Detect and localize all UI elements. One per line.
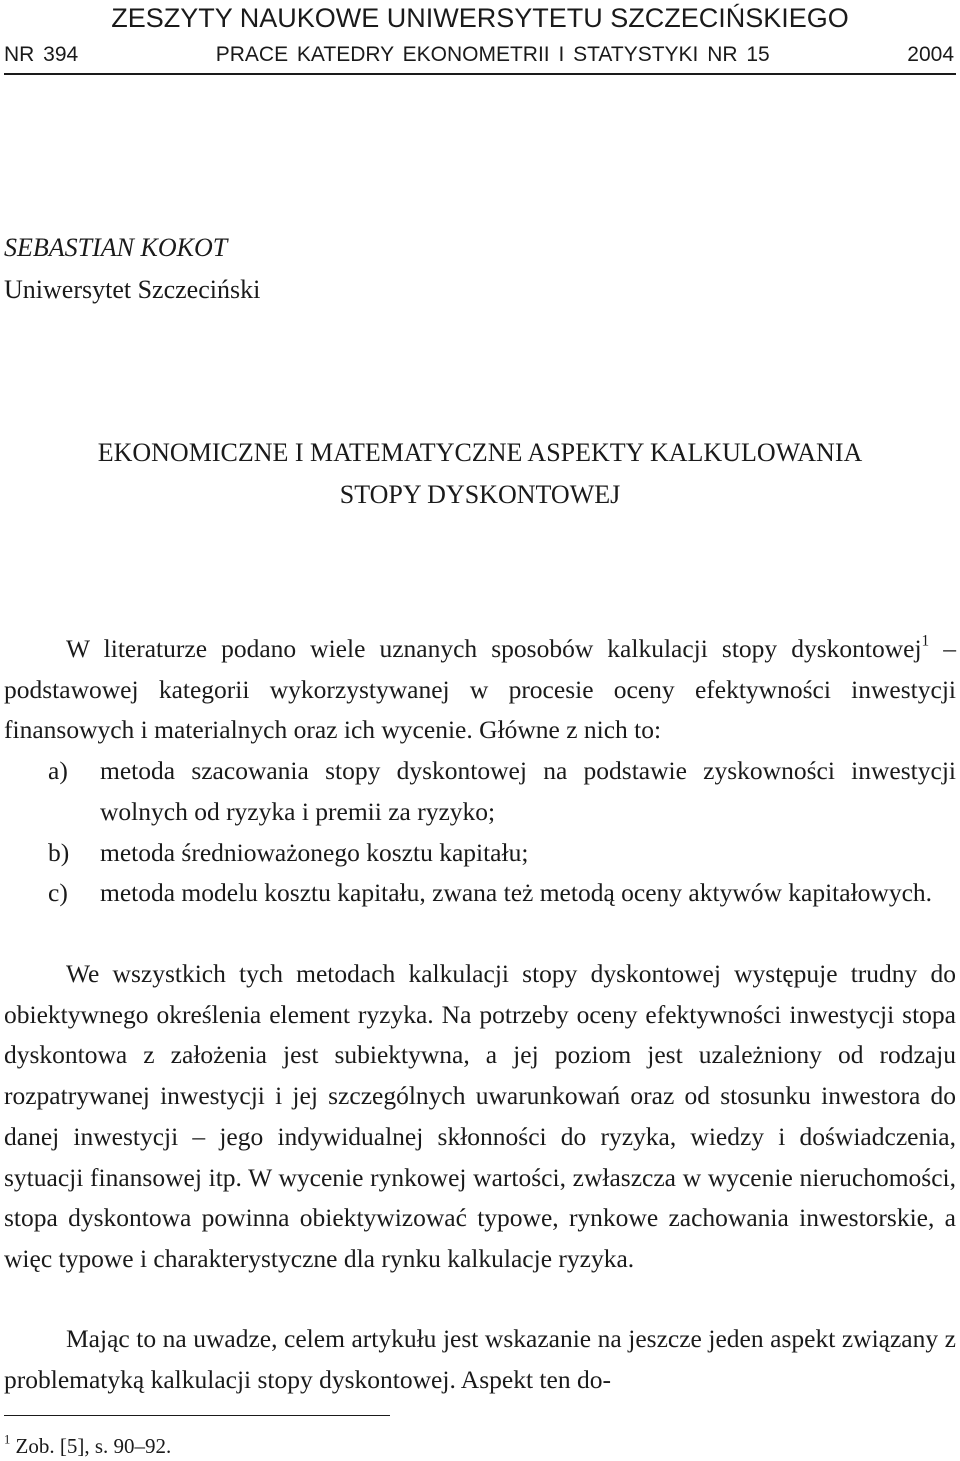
intro-section	[4, 629, 956, 914]
list-item-text: metoda średnioważonego kosztu kapitału;	[100, 837, 529, 867]
list-item-text: metoda modelu kosztu kapitału, zwana też metodą oceny aktywów kapitałowych.	[100, 878, 933, 908]
author-name: SEBASTIAN KOKOT	[4, 233, 228, 262]
paragraph-2-block	[4, 954, 956, 1280]
list-item-text: metoda szacowania stopy dyskontowej na podstawie zyskowności inwestycji wolnych od ryzyka i premii za ryzyko;	[100, 756, 956, 826]
article-title-line-2: STOPY DYSKONTOWEJ	[339, 480, 621, 509]
article-title-line-1: EKONOMICZNE I MATEMATYCZNE ASPEKTY KALKULOWANIA	[97, 438, 863, 467]
list-item	[4, 833, 956, 874]
paragraph-3-block	[4, 1319, 956, 1400]
footnote	[4, 1432, 171, 1460]
issue-number: NR 394	[4, 43, 79, 66]
list-marker: c)	[48, 878, 68, 908]
paragraph-2: We wszystkich tych metodach kalkulacji stopy dyskontowej występuje trudny do obiektywnego określenia element ryzyka. Na potrzeby oceny efektywności inwestycji stopa dyskontowa z założenia jest subiektywna, a jej poziom jest uzależniony od rodzaju rozpatrywanej inwestycji i jej szczególnych uwarunkowań oraz od stosunku inwestora do danej inwestycji – jego indywidualnej skłonności do ryzyka, wiedzy i doświadczenia, sytuacji finansowej itp. W wycenie rynkowej wartości, zwłaszcza w wycenie nieruchomości, stopa dyskontowa powinna obiektywizować typowe, rynkowe zachowania inwestorskie, a więc typowe i charakterystyczne dla rynku kalkulacje ryzyka.	[4, 959, 956, 1273]
series-name: PRACE KATEDRY EKONOMETRII I STATYSTYKI NR 15	[215, 43, 770, 66]
list-marker: b)	[48, 837, 70, 867]
footnote-divider	[4, 1415, 390, 1416]
footnote-reference: 1	[921, 632, 930, 650]
journal-issue-line	[4, 40, 954, 70]
list-marker: a)	[48, 756, 68, 786]
footnote-number: 1	[4, 1432, 11, 1447]
journal-series-title: ZESZYTY NAUKOWE UNIWERSYTETU SZCZECIŃSKIEGO	[111, 3, 849, 33]
header-divider	[4, 73, 956, 75]
article-title	[0, 432, 960, 516]
paragraph-1: W literaturze podano wiele uznanych sposobów kalkulacji stopy dyskontowej$^1$ – podstawowej kategorii wykorzystywanej w procesie oceny efektywności inwestycji finansowych i materialnych oraz ich wycenie. Główne z nich to:	[4, 632, 956, 745]
issue-year: 2004	[907, 43, 954, 66]
paragraph-3: Mając to na uwadze, celem artykułu jest wskazanie na jeszcze jeden aspekt związany z problematyką kalkulacji stopy dyskontowej. Aspekt ten do-	[4, 1324, 956, 1394]
list-item	[4, 751, 956, 832]
author-affiliation: Uniwersytet Szczeciński	[4, 275, 261, 304]
list-item	[4, 873, 956, 914]
methods-list	[4, 751, 956, 914]
footnote-text: Zob. [5], s. 90–92.	[10, 1434, 172, 1458]
